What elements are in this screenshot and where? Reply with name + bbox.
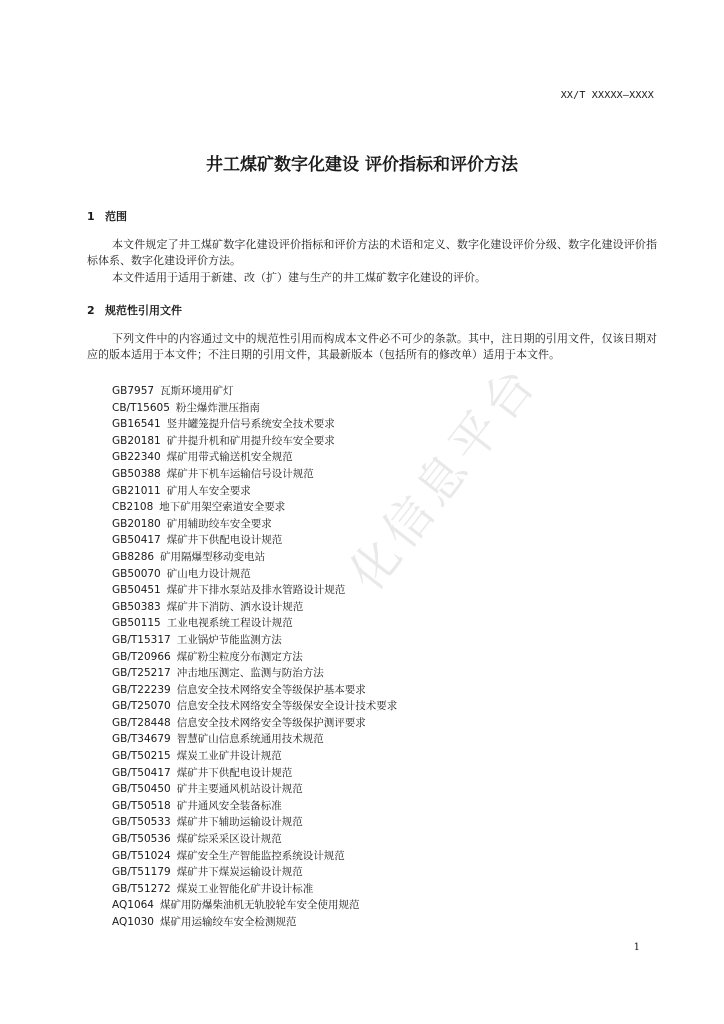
reference-code: GB/T50536 bbox=[112, 833, 171, 846]
watermark: 化信息平台 bbox=[338, 353, 550, 602]
reference-code: GB/T51179 bbox=[112, 866, 171, 879]
reference-item bbox=[112, 433, 397, 450]
reference-title: 矿井提升机和矿用提升绞车安全要求 bbox=[166, 434, 335, 447]
reference-title: 信息安全技术网络安全等级保安全设计技术要求 bbox=[176, 700, 398, 713]
reference-title: 煤矿井下供配电设计规范 bbox=[176, 766, 293, 779]
reference-title: 信息安全技术网络安全等级保护基本要求 bbox=[176, 683, 366, 696]
reference-title: 信息安全技术网络安全等级保护测评要求 bbox=[176, 716, 366, 729]
reference-title: 煤矿井下消防、洒水设计规范 bbox=[166, 600, 304, 613]
reference-title: 瓦斯环境用矿灯 bbox=[160, 385, 234, 397]
reference-code: GB/T25217 bbox=[112, 667, 171, 680]
reference-title: 竖井罐笼提升信号系统安全技术要求 bbox=[166, 418, 335, 431]
reference-item bbox=[112, 532, 397, 549]
reference-title: 冲击地压测定、监测与防治方法 bbox=[176, 667, 324, 680]
reference-item bbox=[112, 582, 397, 599]
reference-title: 矿用辅助绞车安全要求 bbox=[166, 517, 272, 530]
reference-code: GB/T51024 bbox=[112, 849, 171, 862]
reference-code: AQ1064 bbox=[112, 899, 154, 912]
reference-code: GB8286 bbox=[112, 550, 155, 563]
page-number: 1 bbox=[633, 942, 640, 953]
section-1-title: 范围 bbox=[105, 210, 127, 223]
reference-title: 煤矿井下机车运输信号设计规范 bbox=[166, 467, 314, 480]
reference-item bbox=[112, 881, 397, 898]
reference-item bbox=[112, 897, 397, 914]
reference-item bbox=[112, 682, 397, 699]
reference-title: 矿山电力设计规范 bbox=[166, 567, 251, 580]
section-1-paragraph-2: 本文件适用于适用于新建、改（扩）建与生产的井工煤矿数字化建设的评价。 bbox=[112, 271, 486, 284]
reference-item bbox=[112, 831, 397, 848]
reference-code: GB22340 bbox=[112, 451, 161, 464]
section-1-paragraph-1: 本文件规定了井工煤矿数字化建设评价指标和评价方法的术语和定义、数字化建设评价分级、数字化建设评价指标体系、数字化建设评价方法。 bbox=[87, 238, 657, 267]
reference-code: GB50070 bbox=[112, 567, 161, 580]
reference-item bbox=[112, 814, 397, 831]
reference-code: GB20181 bbox=[112, 434, 161, 447]
reference-code: AQ1030 bbox=[112, 916, 154, 928]
reference-code: GB/T34679 bbox=[112, 733, 171, 746]
reference-title: 煤矿用带式输送机安全规范 bbox=[166, 451, 293, 464]
reference-title: 煤矿综采采区设计规范 bbox=[176, 833, 282, 846]
reference-code: GB/T50215 bbox=[112, 750, 171, 763]
reference-item bbox=[112, 765, 397, 782]
reference-code: GB16541 bbox=[112, 418, 161, 431]
reference-item bbox=[112, 615, 397, 632]
reference-code: GB/T50417 bbox=[112, 766, 171, 779]
section-1-number: 1 bbox=[87, 210, 95, 223]
reference-item bbox=[112, 599, 397, 616]
section-2-heading bbox=[87, 302, 182, 318]
reference-code: GB/T25070 bbox=[112, 700, 171, 713]
reference-title: 煤矿用防爆柴油机无轨胶轮车安全使用规范 bbox=[160, 899, 360, 912]
reference-item bbox=[112, 848, 397, 865]
reference-title: 工业锅炉节能监测方法 bbox=[176, 633, 282, 646]
reference-title: 矿用人车安全要求 bbox=[166, 484, 251, 497]
reference-item bbox=[112, 566, 397, 583]
reference-item bbox=[112, 400, 397, 417]
reference-item bbox=[112, 731, 397, 748]
reference-item bbox=[112, 549, 397, 566]
reference-code: GB/T22239 bbox=[112, 683, 171, 696]
reference-code: GB20180 bbox=[112, 517, 161, 530]
reference-item bbox=[112, 748, 397, 765]
reference-title: 粉尘爆炸泄压指南 bbox=[175, 401, 260, 414]
reference-code: GB50388 bbox=[112, 467, 161, 480]
reference-title: 煤矿井下辅助运输设计规范 bbox=[176, 816, 303, 829]
section-1-heading bbox=[87, 208, 127, 224]
reference-code: GB/T51272 bbox=[112, 882, 171, 895]
reference-title: 矿井主要通风机站设计规范 bbox=[176, 783, 303, 796]
section-2-intro: 下列文件中的内容通过文中的规范性引用而构成本文件必不可少的条款。其中，注日期的引用文件，仅该日期对应的版本适用于本文件；不注日期的引用文件，其最新版本（包括所有的修改单）适用于本文件。 bbox=[87, 332, 657, 361]
reference-item bbox=[112, 483, 397, 500]
reference-code: GB50417 bbox=[112, 534, 161, 547]
reference-title: 煤炭工业智能化矿井设计标准 bbox=[176, 882, 314, 895]
reference-title: 矿用隔爆型移动变电站 bbox=[160, 550, 266, 563]
reference-code: GB/T20966 bbox=[112, 650, 171, 663]
reference-code: GB/T15317 bbox=[112, 633, 171, 646]
reference-code: GB50383 bbox=[112, 600, 161, 613]
reference-title: 煤矿井下煤炭运输设计规范 bbox=[176, 866, 303, 879]
reference-title: 煤矿井下排水泵站及排水管路设计规范 bbox=[166, 584, 346, 597]
reference-title: 煤炭工业矿井设计规范 bbox=[176, 750, 282, 763]
reference-item bbox=[112, 864, 397, 881]
reference-item bbox=[112, 698, 397, 715]
reference-code: CB2108 bbox=[112, 501, 154, 514]
reference-title: 煤矿用运输绞车安全检测规范 bbox=[160, 916, 297, 928]
reference-title: 智慧矿山信息系统通用技术规范 bbox=[176, 733, 324, 746]
section-2-title: 规范性引用文件 bbox=[105, 304, 182, 317]
reference-item bbox=[112, 665, 397, 682]
reference-item bbox=[112, 914, 397, 931]
reference-title: 煤矿安全生产智能监控系统设计规范 bbox=[176, 849, 345, 862]
reference-code: GB/T50533 bbox=[112, 816, 171, 829]
reference-item bbox=[112, 416, 397, 433]
reference-item bbox=[112, 649, 397, 666]
reference-code: GB50451 bbox=[112, 584, 161, 597]
reference-title: 地下矿用架空索道安全要求 bbox=[159, 501, 286, 514]
standard-code: XX/T XXXXX—XXXX bbox=[560, 90, 654, 101]
reference-title: 煤矿井下供配电设计规范 bbox=[166, 534, 283, 547]
reference-title: 矿井通风安全装备标准 bbox=[176, 799, 282, 812]
document-title: 井工煤矿数字化建设 评价指标和评价方法 bbox=[206, 155, 518, 175]
reference-code: GB50115 bbox=[112, 617, 161, 630]
reference-item bbox=[112, 632, 397, 649]
reference-item bbox=[112, 449, 397, 466]
reference-title: 煤矿粉尘粒度分布测定方法 bbox=[176, 650, 303, 663]
reference-item bbox=[112, 466, 397, 483]
reference-code: GB7957 bbox=[112, 385, 155, 397]
reference-code: GB/T50450 bbox=[112, 783, 171, 796]
reference-title: 工业电视系统工程设计规范 bbox=[166, 617, 293, 630]
reference-code: CB/T15605 bbox=[112, 401, 170, 414]
reference-item bbox=[112, 499, 397, 516]
reference-item bbox=[112, 383, 397, 400]
reference-item bbox=[112, 798, 397, 815]
reference-code: GB21011 bbox=[112, 484, 161, 497]
reference-item bbox=[112, 516, 397, 533]
reference-item bbox=[112, 781, 397, 798]
reference-list bbox=[112, 383, 397, 931]
section-2-number: 2 bbox=[87, 304, 95, 317]
reference-item bbox=[112, 715, 397, 732]
reference-code: GB/T50518 bbox=[112, 799, 171, 812]
reference-code: GB/T28448 bbox=[112, 716, 171, 729]
